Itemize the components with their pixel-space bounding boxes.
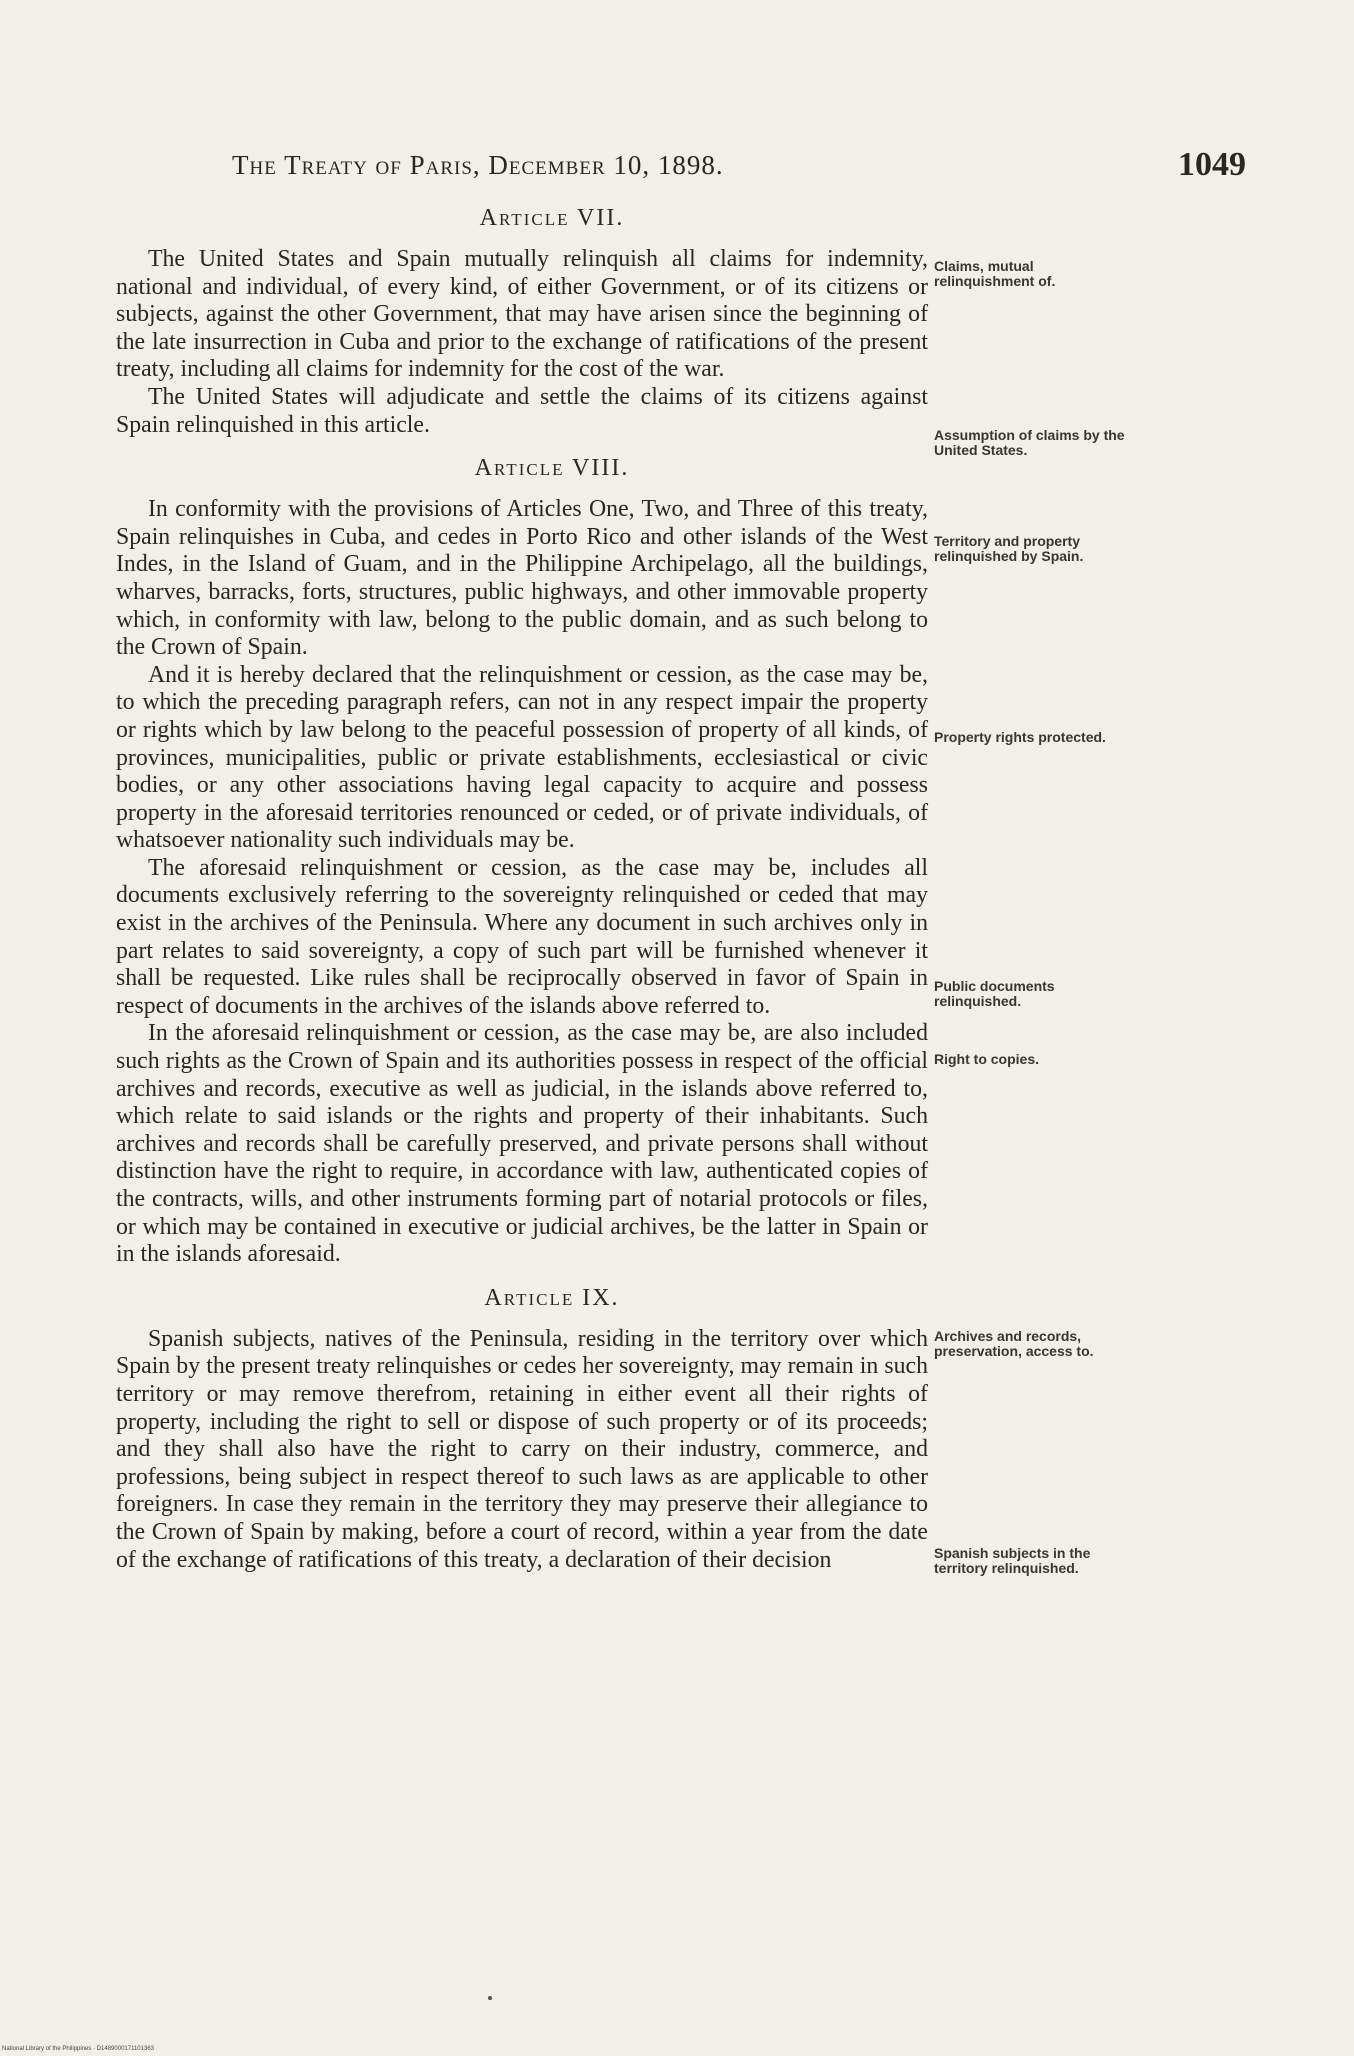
article-heading-viii: Article VIII. xyxy=(474,455,630,482)
main-text xyxy=(116,205,928,1574)
margin-note: Claims, mutual relinquishment of. xyxy=(934,258,1056,289)
margin-note: Public documents relinquished. xyxy=(934,978,1055,1009)
page-number: 1049 xyxy=(1178,146,1246,183)
paragraph: And it is hereby declared that the relinquishment or cession, as the case may be, to which the preceding paragraph refers, can not in any respect impair the property or rights which by law belong to the peaceful possession of property of all kinds, of provinces, municipalities, public or private establishments, ecclesiastical or civic bodies, or any other associations having legal capacity to acquire and possess property in the aforesaid territories renounced or ceded, or of private individuals, of whatsoever nationality such individuals may be. xyxy=(116,661,928,854)
margin-note: Territory and property relinquished by Spain. xyxy=(934,533,1084,564)
margin-note: Assumption of claims by the United States. xyxy=(934,427,1125,458)
running-title: The Treaty of Paris, December 10, 1898. xyxy=(232,150,724,180)
paragraph: Spanish subjects, natives of the Peninsula, residing in the territory over which Spain by the present treaty relinquishes or cedes her sovereignty, may remain in such territory or may remove therefrom, retaining in either event all their rights of property, including the right to sell or dispose of such property or of its proceeds; and they shall also have the right to carry on their industry, commerce, and professions, being subject in respect thereof to such laws as are applicable to other foreigners. In case they remain in the territory they may preserve their allegiance to the Crown of Spain by making, before a court of record, within a year from the date of the exchange of ratifications of this treaty, a declaration of their decision xyxy=(116,1325,928,1573)
page-mark xyxy=(488,1996,492,2000)
source-line: National Library of the Philippines · D1489000171101363 xyxy=(2,2046,154,2052)
article-heading-ix: Article IX. xyxy=(484,1284,620,1311)
margin-note: Archives and records, preservation, access to. xyxy=(934,1328,1094,1359)
paragraph: In conformity with the provisions of Articles One, Two, and Three of this treaty, Spain relinquishes in Cuba, and cedes in Porto Rico and other islands of the West Indes, in the Island of Guam, and in the Philippine Archipelago, all the buildings, wharves, barracks, forts, structures, public highways, and other immovable property which, in conformity with law, belong to the public domain, and as such belong to the Crown of Spain. xyxy=(116,496,928,661)
paragraph: In the aforesaid relinquishment or cession, as the case may be, are also included such rights as the Crown of Spain and its authorities possess in respect of the official archives and records, executive as well as judicial, in the islands above referred to, which relate to said islands or the rights and property of their inhabitants. Such archives and records shall be carefully preserved, and private persons shall without distinction have the right to require, in accordance with law, authenticated copies of the contracts, wills, and other instruments forming part of notarial protocols or files, or which may be contained in executive or judicial archives, be the latter in Spain or in the islands aforesaid. xyxy=(116,1020,928,1268)
paragraph: The aforesaid relinquishment or cession, as the case may be, includes all documents exclusively referring to the sovereignty relinquished or ceded that may exist in the archives of the Peninsula. Where any document in such archives only in part relates to said sovereignty, a copy of such part will be furnished whenever it shall be requested. Like rules shall be reciprocally observed in favor of Spain in respect of documents in the archives of the islands above referred to. xyxy=(116,854,928,1019)
margin-note: Property rights protected. xyxy=(934,729,1106,745)
article-heading-vii: Article VII. xyxy=(479,205,625,231)
paragraph: The United States and Spain mutually relinquish all claims for indemnity, national and individual, of every kind, of either Government, or of its citizens or subjects, against the other Government, that may have arisen since the beginning of the late insurrection in Cuba and prior to the exchange of ratifications of the present treaty, including all claims for indemnity for the cost of the war. xyxy=(116,246,928,383)
paragraph: The United States will adjudicate and settle the claims of its citizens against Spain relinquished in this article. xyxy=(116,383,928,438)
margin-note: Right to copies. xyxy=(934,1051,1039,1067)
margin-note: Spanish subjects in the territory relinquished. xyxy=(934,1545,1091,1576)
